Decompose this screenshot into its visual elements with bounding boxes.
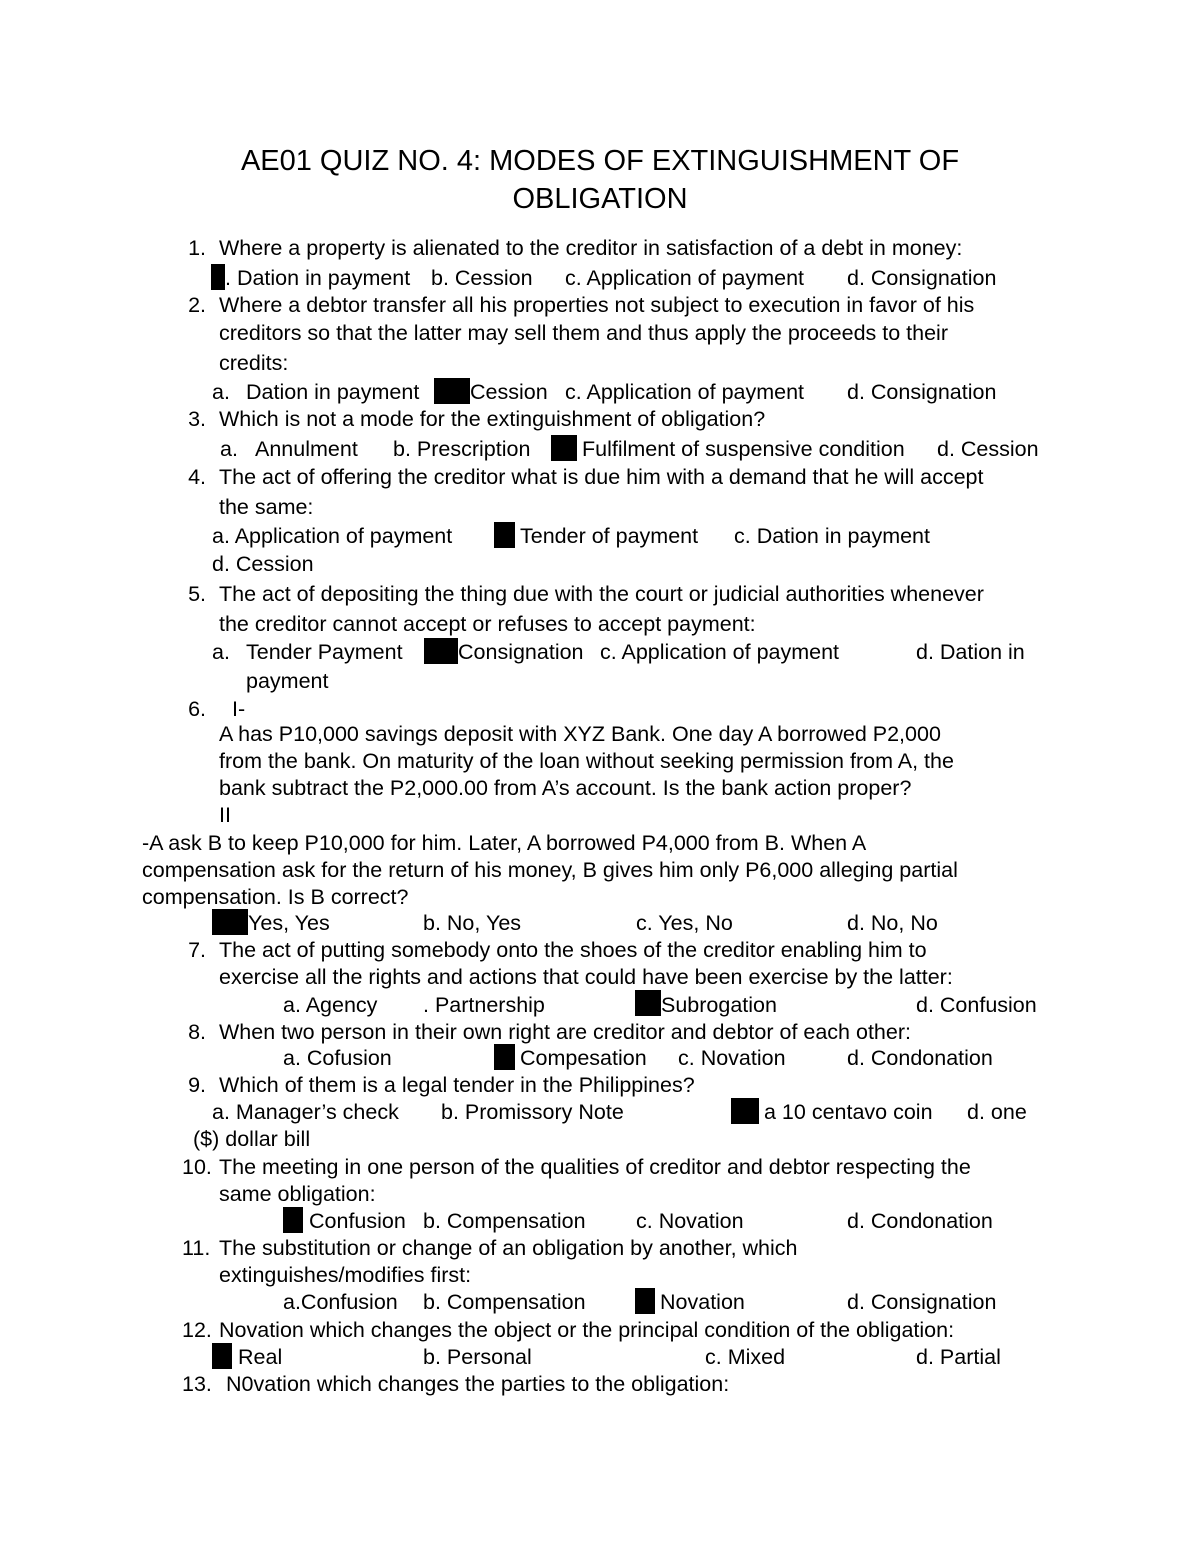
option-d: d. Consignation [847, 380, 997, 404]
option-a: a.Confusion [283, 1290, 398, 1314]
option-d: d. Condonation [847, 1209, 993, 1233]
question-number: 7. [188, 938, 206, 962]
answer-redaction [635, 1288, 655, 1314]
option-a-letter: a. [212, 380, 230, 404]
option-c: c. Dation in payment [734, 524, 930, 548]
option-d: d. Partial [916, 1345, 1001, 1369]
question-text: A has P10,000 savings deposit with XYZ Bank. One day A borrowed P2,000 [219, 722, 941, 746]
answer-redaction [212, 909, 248, 935]
option-d: d. Dation in [916, 640, 1025, 664]
option-b: b. Compensation [423, 1209, 586, 1233]
option-a: Tender Payment [246, 640, 403, 664]
option-c: c. Novation [636, 1209, 744, 1233]
option-b: b. Cession [431, 266, 533, 290]
question-text: extinguishes/modifies first: [219, 1263, 472, 1287]
option-c: Subrogation [661, 993, 777, 1017]
option-a: Real [238, 1345, 283, 1369]
option-c: c. Application of payment [565, 266, 805, 290]
question-text: credits: [219, 351, 289, 375]
option-a-letter: a. [220, 437, 238, 461]
option-a-letter: a. [212, 640, 230, 664]
question-number: 3. [188, 407, 206, 431]
question-text: from the bank. On maturity of the loan without seeking permission from A, the [219, 749, 954, 773]
option-a: a. Cofusion [283, 1046, 392, 1070]
option-c: c. Mixed [705, 1345, 786, 1369]
option-c: Novation [660, 1290, 745, 1314]
answer-redaction [211, 264, 225, 290]
option-d: d. one [967, 1100, 1027, 1124]
answer-redaction [283, 1207, 303, 1233]
answer-redaction [635, 990, 661, 1016]
option-d-continued: payment [246, 669, 329, 693]
answer-redaction [434, 378, 470, 404]
question-number: 5. [188, 582, 206, 606]
question-text: bank subtract the P2,000.00 from A’s account. Is the bank action proper? [219, 776, 912, 800]
option-b: . Partnership [423, 993, 545, 1017]
question-text: The meeting in one person of the qualities of creditor and debtor respecting the [219, 1155, 971, 1179]
question-text: The act of offering the creditor what is due him with a demand that he will accept [219, 465, 984, 489]
option-b: b. Personal [423, 1345, 532, 1369]
part-label: II [219, 803, 231, 827]
question-number: 10. [182, 1155, 212, 1179]
question-text: creditors so that the latter may sell them and thus apply the proceeds to their [219, 321, 948, 345]
option-d: d. Cession [212, 552, 314, 576]
option-b: Tender of payment [520, 524, 699, 548]
page-title-line2: OBLIGATION [512, 183, 688, 215]
option-a: Yes, Yes [248, 911, 330, 935]
option-c: c. Application of payment [600, 640, 840, 664]
option-d: d. Consignation [847, 266, 997, 290]
option-b: Consignation [458, 640, 584, 664]
question-number: 9. [188, 1073, 206, 1097]
option-c: c. Application of payment [565, 380, 805, 404]
option-a: . Dation in payment [225, 266, 411, 290]
option-c: c. Novation [678, 1046, 786, 1070]
question-text: Where a property is alienated to the creditor in satisfaction of a debt in money: [219, 236, 963, 260]
question-text: Which of them is a legal tender in the Philippines? [219, 1073, 695, 1097]
question-text: compensation ask for the return of his money, B gives him only P6,000 alleging partial [142, 858, 958, 882]
question-text: When two person in their own right are creditor and debtor of each other: [219, 1020, 911, 1044]
question-text: N0vation which changes the parties to the obligation: [226, 1372, 730, 1396]
part-label: I- [232, 697, 246, 721]
question-text: Where a debtor transfer all his properties not subject to execution in favor of his [219, 293, 975, 317]
answer-redaction [494, 522, 515, 548]
question-text: Which is not a mode for the extinguishment of obligation? [219, 407, 766, 431]
question-text: The act of depositing the thing due with the court or judicial authorities whenever [219, 582, 984, 606]
question-text: the creditor cannot accept or refuses to accept payment: [219, 612, 756, 636]
option-b: b. Promissory Note [441, 1100, 624, 1124]
answer-redaction [424, 638, 458, 664]
answer-redaction [494, 1044, 515, 1070]
question-number: 2. [188, 293, 206, 317]
option-d: d. Condonation [847, 1046, 993, 1070]
question-text: compensation. Is B correct? [142, 885, 409, 909]
option-d: d. Consignation [847, 1290, 997, 1314]
option-c: a 10 centavo coin [764, 1100, 933, 1124]
question-number: 13. [182, 1372, 212, 1396]
option-a: Dation in payment [246, 380, 420, 404]
option-b: b. Compensation [423, 1290, 586, 1314]
question-number: 1. [188, 236, 206, 260]
question-number: 6. [188, 697, 206, 721]
answer-redaction [551, 435, 577, 461]
question-text: same obligation: [219, 1182, 376, 1206]
question-text: exercise all the rights and actions that could have been exercise by the latter: [219, 965, 953, 989]
option-b: Compesation [520, 1046, 647, 1070]
option-a: Annulment [255, 437, 358, 461]
question-text: The act of putting somebody onto the shoes of the creditor enabling him to [219, 938, 927, 962]
option-b: b. No, Yes [423, 911, 522, 935]
option-b: Cession [470, 380, 548, 404]
question-number: 11. [182, 1236, 211, 1260]
option-a: a. Application of payment [212, 524, 453, 548]
question-text: -A ask B to keep P10,000 for him. Later, A borrowed P4,000 from B. When A [142, 831, 867, 855]
option-d: d. Cession [937, 437, 1039, 461]
option-c: c. Yes, No [636, 911, 733, 935]
question-number: 4. [188, 465, 206, 489]
option-a: a. Agency [283, 993, 378, 1017]
question-text: The substitution or change of an obligation by another, which [219, 1236, 798, 1260]
option-d: d. Confusion [916, 993, 1037, 1017]
option-d-continued: ($) dollar bill [193, 1127, 311, 1151]
option-d: d. No, No [847, 911, 938, 935]
option-a: Confusion [309, 1209, 406, 1233]
answer-redaction [731, 1098, 759, 1124]
question-text: the same: [219, 495, 314, 519]
question-text: Novation which changes the object or the principal condition of the obligation: [219, 1318, 955, 1342]
option-c: Fulfilment of suspensive condition [582, 437, 905, 461]
option-a: a. Manager’s check [212, 1100, 399, 1124]
page-title: AE01 QUIZ NO. 4: MODES OF EXTINGUISHMENT OF [240, 145, 960, 177]
option-b: b. Prescription [393, 437, 531, 461]
answer-redaction [212, 1343, 232, 1369]
question-number: 8. [188, 1020, 206, 1044]
question-number: 12. [182, 1318, 212, 1342]
